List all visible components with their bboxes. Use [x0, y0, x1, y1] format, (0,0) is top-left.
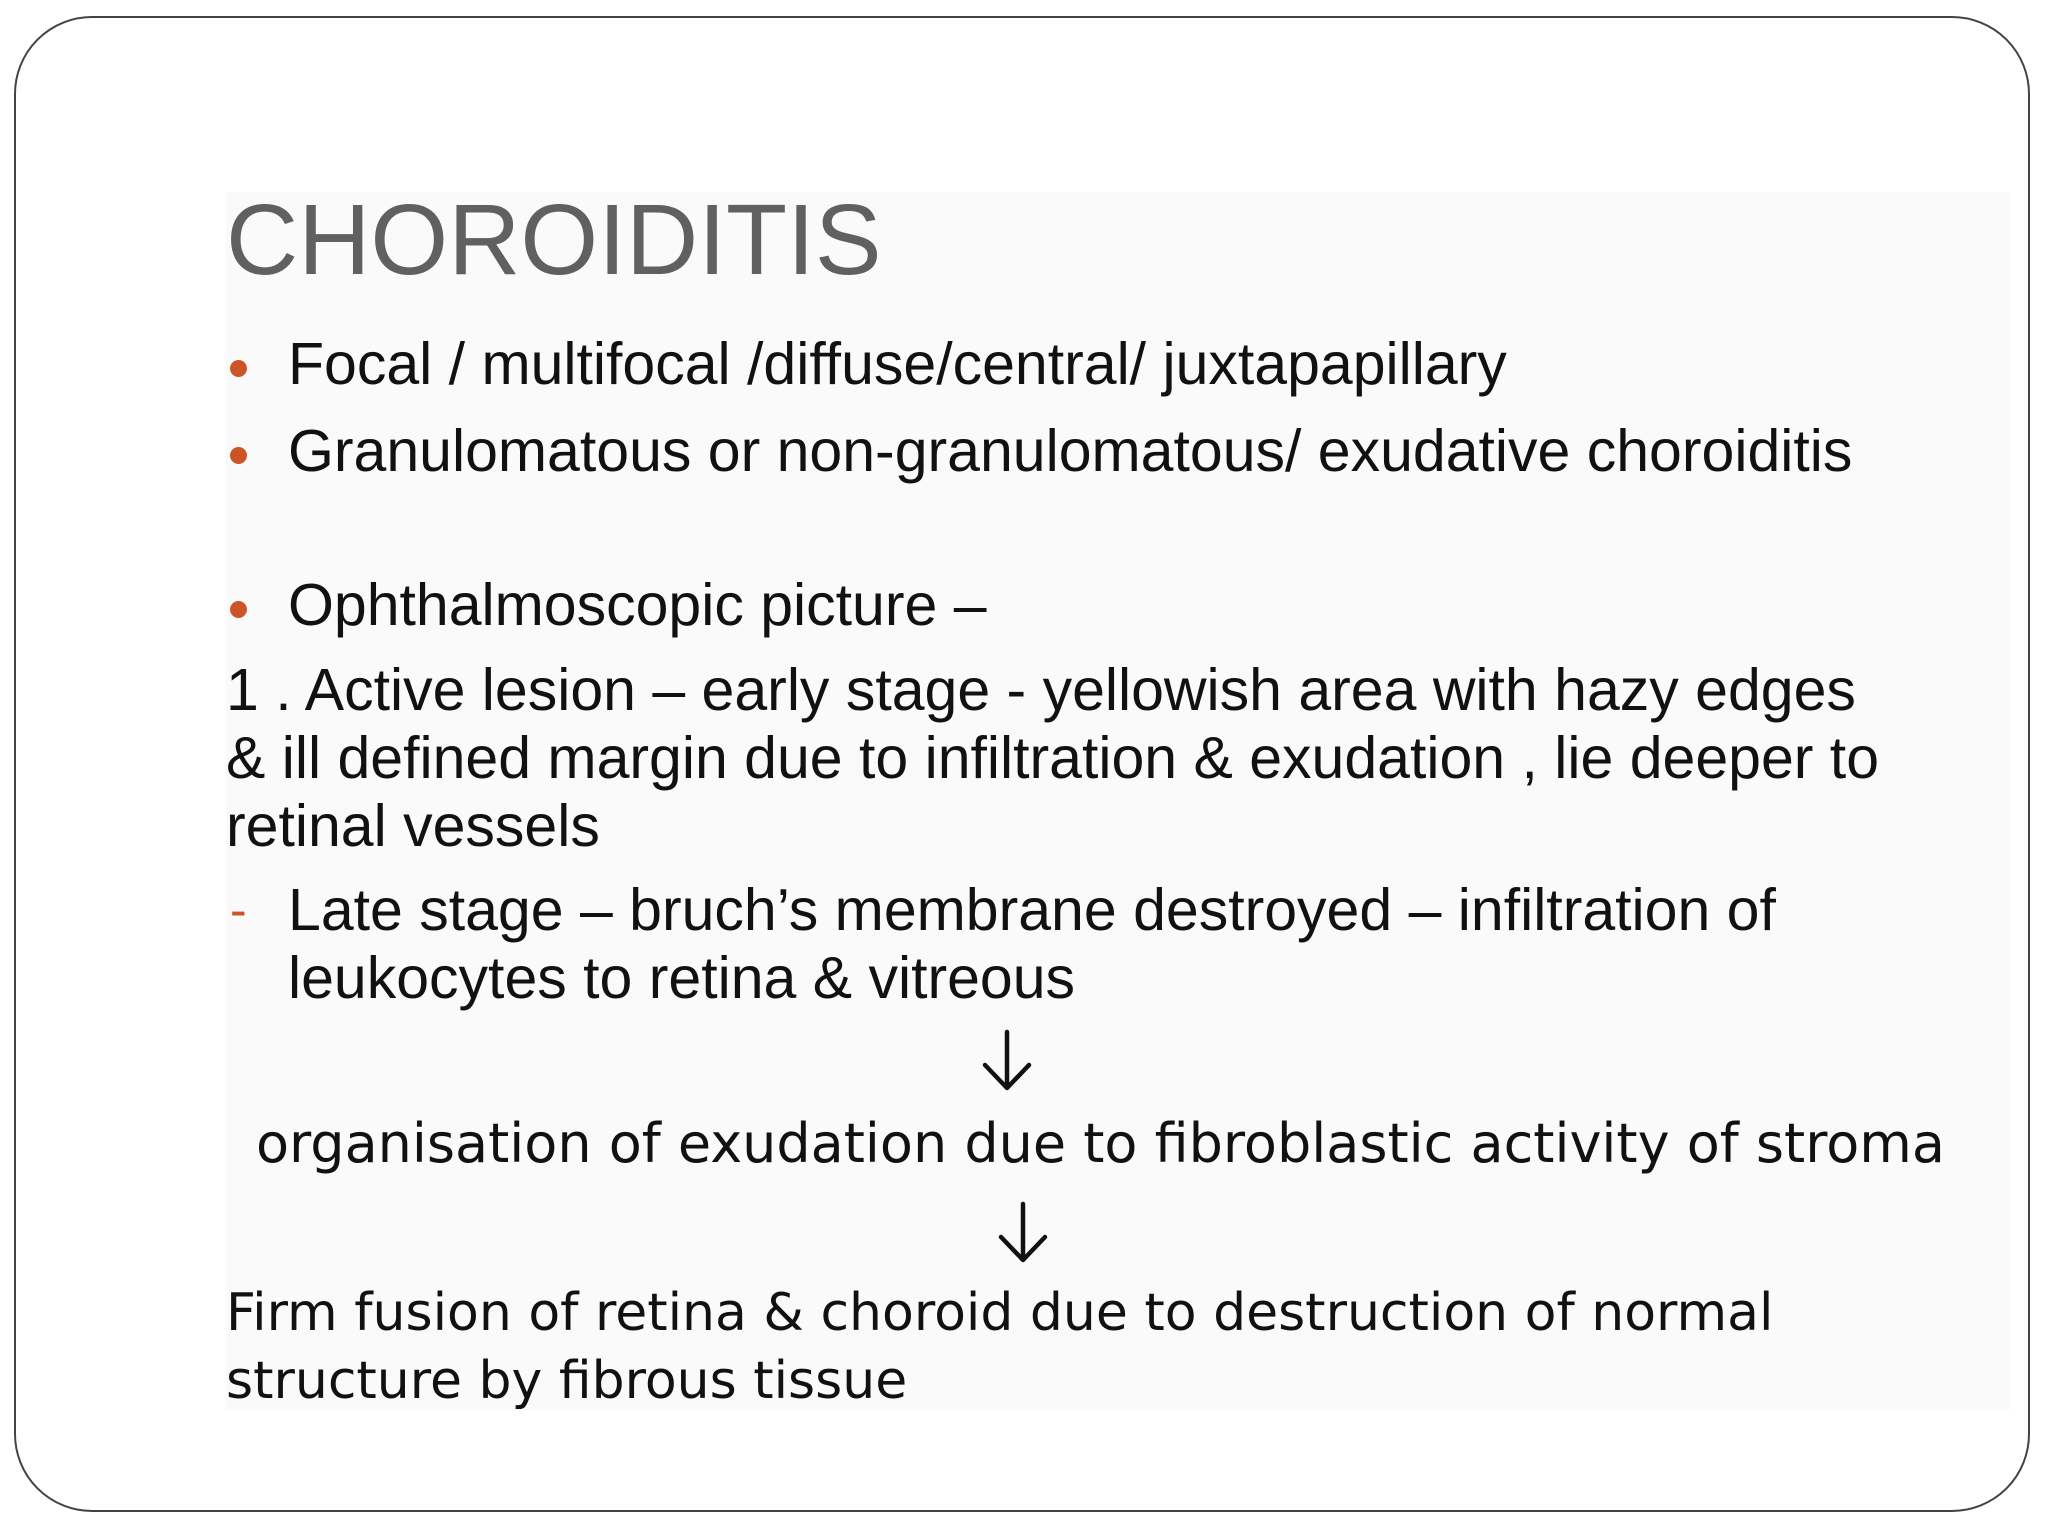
slide-title: CHOROIDITIS: [226, 184, 882, 296]
bullet-dot-icon: [230, 601, 247, 618]
flow-step-fusion: Firm fusion of retina & choroid due to destruction of normal structure by fibrous tissue: [226, 1283, 1774, 1411]
down-arrow-icon: [967, 1028, 1047, 1094]
bullet-dot-icon: [230, 447, 247, 464]
down-arrow-icon: [983, 1200, 1063, 1266]
active-lesion-text: 1 . Active lesion – early stage - yellowish area with hazy edges & ill defined margin due to infiltration & exudation , lie deeper to retinal vessels: [226, 657, 1880, 859]
bullet-text: Focal / multifocal /diffuse/central/ juxtapapillary: [288, 331, 1507, 397]
bullet-text: Granulomatous or non-granulomatous/ exudative choroiditis: [288, 418, 1853, 484]
flow-step-organisation: organisation of exudation due to fibroblastic activity of stroma: [256, 1112, 1945, 1175]
late-stage-text: Late stage – bruch’s membrane destroyed – infiltration of leukocytes to retina & vitreous: [288, 877, 1776, 1011]
bullet-text: Ophthalmoscopic picture –: [288, 572, 987, 638]
dash-marker: -: [230, 882, 247, 938]
bullet-dot-icon: [230, 360, 247, 377]
